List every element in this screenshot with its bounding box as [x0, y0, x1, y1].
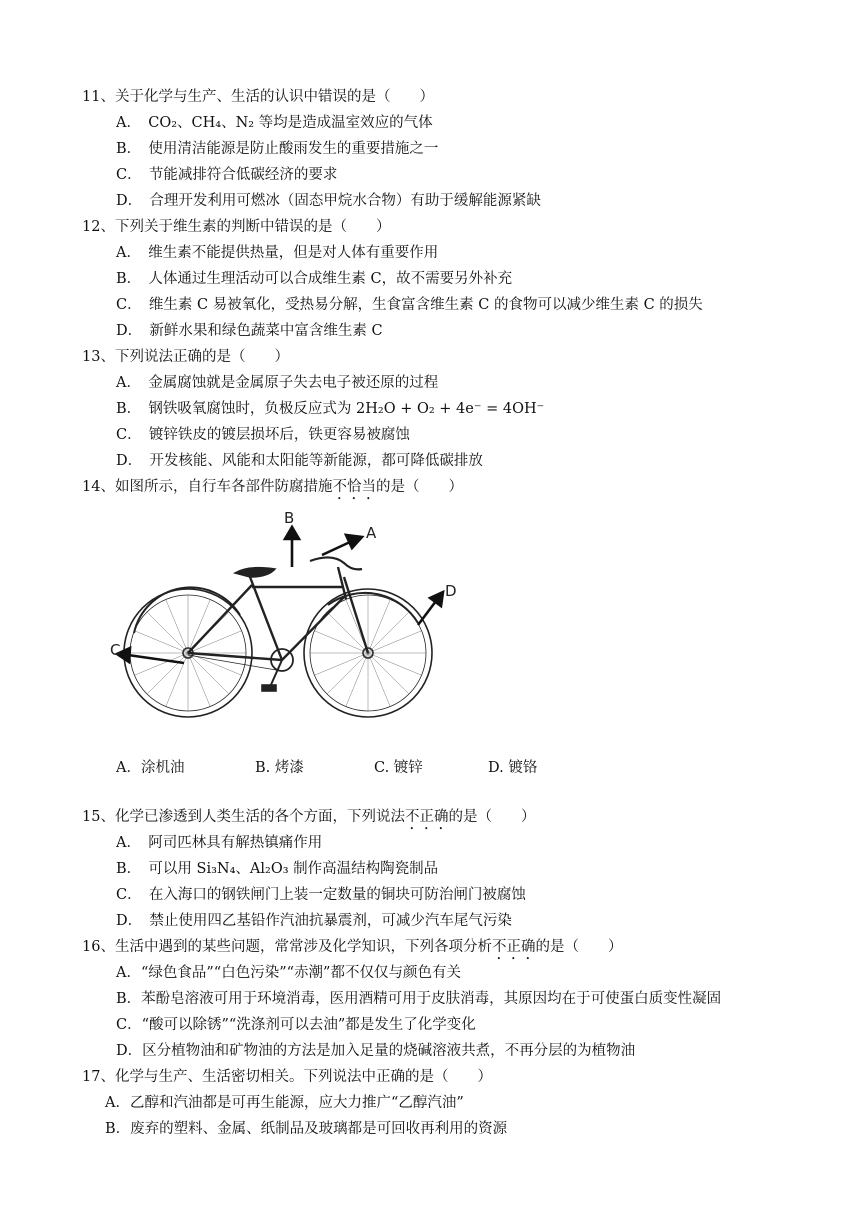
q13-option-c: C． 镀锌铁皮的镀层损坏后，铁更容易被腐蚀	[116, 427, 410, 443]
q17-option-b: B．废弃的塑料、金属、纸制品及玻璃都是可回收再利用的资源	[105, 1121, 508, 1137]
q16-stem-post: 的是（ ）	[535, 939, 623, 955]
arrow-c	[128, 655, 184, 663]
bicycle-figure	[100, 505, 460, 720]
q15-stem	[82, 808, 535, 833]
q13-option-b: B． 钢铁吸氧腐蚀时，负极反应式为 2H₂O + O₂ + 4e⁻ = 4OH⁻	[116, 401, 545, 417]
q12-stem: 12、下列关于维生素的判断中错误的是（ ）	[82, 219, 391, 235]
q15-option-b: B． 可以用 Si₃N₄、Al₂O₃ 制作高温结构陶瓷制品	[116, 861, 439, 877]
arrow-d	[418, 601, 436, 625]
q16-option-b: B．苯酚皂溶液可用于环境消毒，医用酒精可用于皮肤消毒，其原因均在于可使蛋白质变性凝固	[116, 991, 722, 1007]
label-c: C	[110, 641, 121, 659]
q11-option-b: B． 使用清洁能源是防止酸雨发生的重要措施之一	[116, 141, 439, 157]
q15-option-a: A． 阿司匹林具有解热镇痛作用	[116, 835, 323, 851]
bicycle-frame	[188, 567, 368, 660]
q17-stem: 17、化学与生产、生活密切相关。下列说法中正确的是（ ）	[82, 1069, 492, 1085]
q11-option-a: A． CO₂、CH₄、N₂ 等均是造成温室效应的气体	[116, 115, 433, 131]
q14-stem-post: 的是（ ）	[375, 479, 463, 495]
label-a: A	[366, 524, 377, 542]
bicycle-seat	[235, 568, 275, 577]
q14-option-d: D. 镀铬	[488, 760, 538, 776]
q12-option-c: C． 维生素 C 易被氧化，受热易分解，生食富含维生素 C 的食物可以减少维生素 C 的损失	[116, 297, 703, 313]
q17-option-a: A．乙醇和汽油都是可再生能源，应大力推广“乙醇汽油”	[105, 1095, 464, 1111]
q12-option-d: D． 新鲜水果和绿色蔬菜中富含维生素 C	[116, 323, 383, 339]
q16-option-a: A．“绿色食品”“白色污染”“赤潮”都不仅仅与颜色有关	[116, 965, 461, 981]
q13-option-d: D． 开发核能、风能和太阳能等新能源，都可降低碳排放	[116, 453, 483, 469]
q16-option-d: D．区分植物油和矿物油的方法是加入足量的烧碱溶液共煮，不再分层的为植物油	[116, 1043, 636, 1059]
arrow-a	[322, 542, 350, 555]
q14-stem	[82, 478, 463, 503]
label-b: B	[284, 509, 295, 527]
q14-stem-emphasis: 不恰当	[332, 479, 376, 495]
q14-option-a: A．涂机油	[116, 760, 185, 776]
q15-option-d: D． 禁止使用四乙基铅作汽油抗暴震剂，可减少汽车尾气污染	[116, 913, 512, 929]
q15-stem-emphasis: 不正确	[404, 809, 449, 825]
q16-stem	[82, 938, 622, 963]
q15-stem-post: 的是（ ）	[448, 809, 536, 825]
q11-stem: 11、关于化学与生产、生活的认识中错误的是（ ）	[82, 89, 434, 105]
q12-option-b: B． 人体通过生理活动可以合成维生素 C，故不需要另外补充	[116, 271, 513, 287]
q14-option-b: B. 烤漆	[255, 760, 304, 776]
q14-option-c: C. 镀锌	[374, 760, 423, 776]
q16-option-c: C．“酸可以除锈”“洗涤剂可以去油”都是发生了化学变化	[116, 1017, 476, 1033]
q11-option-d: D． 合理开发利用可燃冰（固态甲烷水合物）有助于缓解能源紧缺	[116, 193, 541, 209]
label-d: D	[445, 582, 457, 600]
q13-option-a: A． 金属腐蚀就是金属原子失去电子被还原的过程	[116, 375, 439, 391]
q16-stem-pre: 16、生活中遇到的某些问题，常常涉及化学知识，下列各项分析	[82, 939, 492, 955]
q15-stem-pre: 15、化学已渗透到人类生活的各个方面，下列说法	[82, 809, 405, 825]
q13-stem: 13、下列说法正确的是（ ）	[82, 349, 289, 365]
q14-stem-pre: 14、如图所示，自行车各部件防腐措施	[82, 479, 333, 495]
q16-stem-emphasis: 不正确	[491, 939, 536, 955]
q11-option-c: C． 节能减排符合低碳经济的要求	[116, 167, 338, 183]
q15-option-c: C． 在入海口的钢铁闸门上装一定数量的铜块可防治闸门被腐蚀	[116, 887, 526, 903]
q12-option-a: A． 维生素不能提供热量，但是对人体有重要作用	[116, 245, 439, 261]
